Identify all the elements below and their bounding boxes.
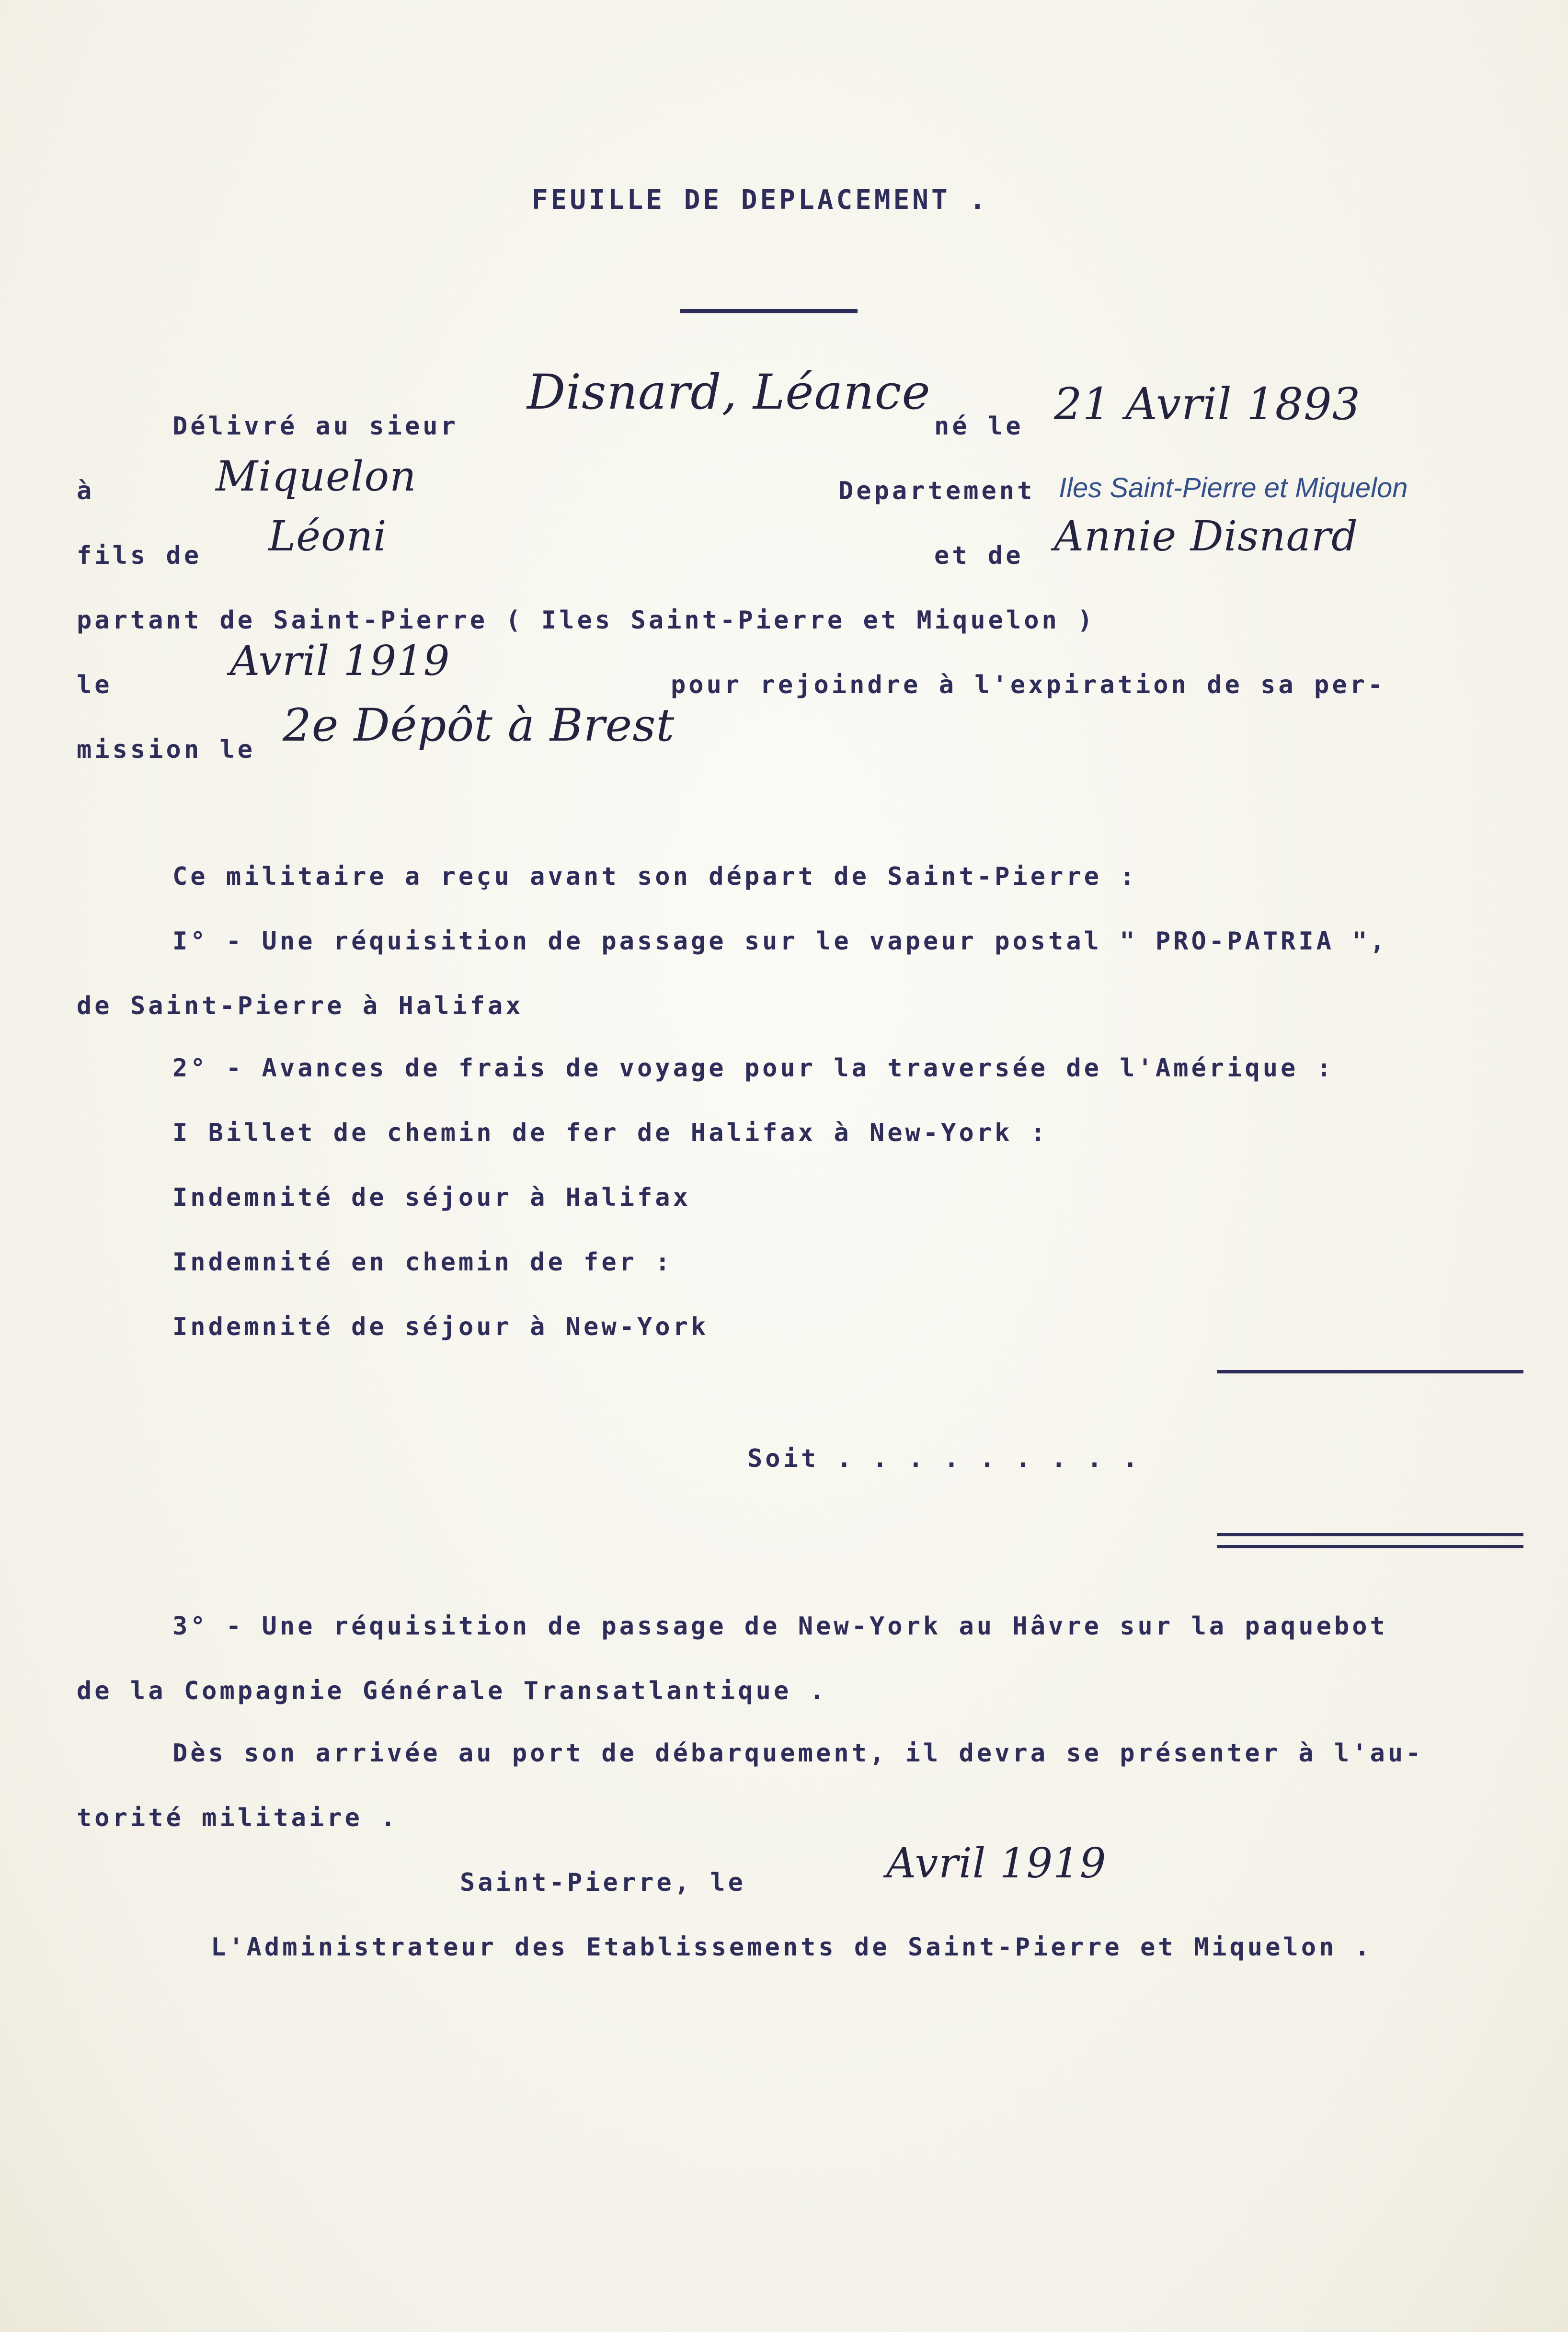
mother-handwritten: Annie Disnard bbox=[1054, 513, 1359, 560]
partant-line: partant de Saint-Pierre ( Iles Saint-Pierre et Miquelon ) bbox=[77, 606, 1096, 635]
birthplace-handwritten: Miquelon bbox=[216, 453, 417, 501]
departement-label: Departement bbox=[838, 477, 1035, 505]
document-title: FEUILLE DE DEPLACEMENT . bbox=[532, 184, 989, 216]
intro-line: Ce militaire a reçu avant son départ de Saint-Pierre : bbox=[172, 862, 1138, 891]
rejoindre-line: pour rejoindre à l'expiration de sa per- bbox=[671, 671, 1386, 699]
billet-line: I Billet de chemin de fer de Halifax à New-York : bbox=[172, 1119, 1049, 1147]
chemin-line: Indemnité en chemin de fer : bbox=[172, 1248, 673, 1277]
fils-de-label: fils de bbox=[77, 541, 202, 570]
soit-line: Soit . . . . . . . . . bbox=[747, 1444, 1141, 1473]
item3-line2: de la Compagnie Générale Transatlantique . bbox=[77, 1677, 827, 1705]
signing-date-handwritten: Avril 1919 bbox=[886, 1840, 1107, 1887]
destination-handwritten: 2e Dépôt à Brest bbox=[283, 699, 675, 752]
arrivee-line1: Dès son arrivée au port de débarquement, il devra se présenter à l'au- bbox=[172, 1739, 1424, 1768]
arrivee-line2: torité militaire . bbox=[77, 1804, 399, 1832]
sejour-newyork-line: Indemnité de séjour à New-York bbox=[172, 1313, 709, 1341]
ne-le-label: né le bbox=[934, 412, 1024, 441]
departure-date-handwritten: Avril 1919 bbox=[230, 637, 450, 685]
mission-label: mission le bbox=[77, 735, 256, 764]
item2-line1: 2° - Avances de frais de voyage pour la traversée de l'Amérique : bbox=[172, 1054, 1334, 1083]
father-handwritten: Léoni bbox=[268, 513, 387, 560]
a-label: à bbox=[77, 477, 95, 505]
administrator-title: L'Administrateur des Etablissements de Saint-Pierre et Miquelon . bbox=[211, 1933, 1373, 1962]
signing-place: Saint-Pierre, le bbox=[460, 1868, 746, 1897]
item1-line1: I° - Une réquisition de passage sur le vapeur postal " PRO-PATRIA ", bbox=[172, 927, 1388, 956]
name-handwritten: Disnard, Léance bbox=[527, 364, 931, 420]
birth-date-handwritten: 21 Avril 1893 bbox=[1054, 378, 1361, 430]
item3-line1: 3° - Une réquisition de passage de New-York au Hâvre sur la paquebot bbox=[172, 1612, 1388, 1641]
total-rule-bottom-2 bbox=[1217, 1545, 1523, 1548]
delivre-label: Délivré au sieur bbox=[172, 412, 458, 441]
sejour-halifax-line: Indemnité de séjour à Halifax bbox=[172, 1183, 691, 1212]
total-rule-top bbox=[1217, 1370, 1523, 1373]
le-label: le bbox=[77, 671, 113, 699]
title-underline bbox=[680, 309, 858, 313]
item1-line2: de Saint-Pierre à Halifax bbox=[77, 992, 524, 1020]
total-rule-bottom-1 bbox=[1217, 1533, 1523, 1536]
et-de-label: et de bbox=[934, 541, 1024, 570]
departement-stamp: Iles Saint-Pierre et Miquelon bbox=[1059, 472, 1408, 503]
